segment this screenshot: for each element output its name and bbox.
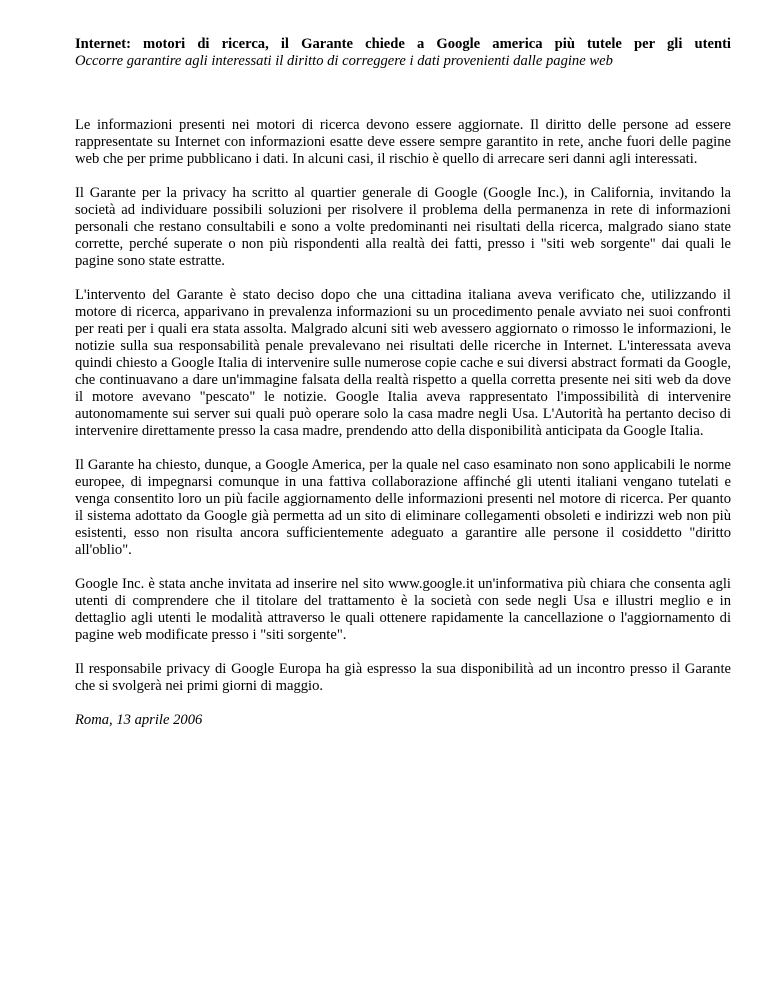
paragraph-6: Il responsabile privacy di Google Europa ha già espresso la sua disponibilità ad un incontro presso il Garante che si svolgerà nei primi giorni di maggio. (75, 661, 731, 694)
document-page (75, 36, 731, 729)
paragraph-4: Il Garante ha chiesto, dunque, a Google America, per la quale nel caso esaminato non sono applicabili le norme europee, di impegnarsi comunque in una fattiva collaborazione affinché gli utenti italiani vengano tutelati e venga consentito loro un più facile aggiornamento delle informazioni presenti nel motore di ricerca. Per quanto il sistema adottato da Google già permetta ad un sito di eliminare collegamenti obsoleti e indirizzi web non più esistenti, esso non risulta ancora sufficientemente adeguato a garantire alle persone il cosiddetto "diritto all'oblio". (75, 457, 731, 558)
document-body (75, 117, 731, 729)
place-date-signature: Roma, 13 aprile 2006 (75, 712, 203, 728)
paragraph-3: L'intervento del Garante è stato deciso dopo che una cittadina italiana aveva verificato che, utilizzando il motore di ricerca, apparivano in prevalenza informazioni su un procedimento penale avviato nei suoi confronti per reati per i quali era stata assolta. Malgrado alcuni siti web avessero aggiornato o rimosso le informazioni, le notizie sulla sua responsabilità penale prevalevano nei risultati delle ricerche in Internet. L'interessata aveva quindi chiesto a Google Italia di intervenire sulle numerose copie cache e sui diversi abstract formati da Google, che continuavano a dare un'immagine falsata della realtà rispetto a quella corretta presente nei siti web da dove il motore avevano "pescato" le notizie. Google Italia aveva rappresentato l'impossibilità di intervenire autonomamente sui server sui quali può operare solo la casa madre negli Usa. L'Autorità ha pertanto deciso di intervenire direttamente presso la casa madre, prendendo atto della disponibilità anticipata da Google Italia. (75, 287, 731, 439)
document-title: Internet: motori di ricerca, il Garante chiede a Google america più tutele per gli utenti (75, 36, 731, 52)
document-subtitle: Occorre garantire agli interessati il diritto di correggere i dati provenienti dalle pagine web (75, 53, 613, 69)
paragraph-5: Google Inc. è stata anche invitata ad inserire nel sito www.google.it un'informativa più chiara che consenta agli utenti di comprendere che il titolare del trattamento è la società con sede negli Usa e illustri meglio e in dettaglio agli utenti le modalità attraverso le quali ottenere rapidamente la cancellazione o l'aggiornamento di pagine web modificate presso i "siti sorgente". (75, 576, 731, 643)
paragraph-2: Il Garante per la privacy ha scritto al quartier generale di Google (Google Inc.), in California, invitando la società ad individuare possibili soluzioni per risolvere il problema della permanenza in rete di informazioni personali che restano consultabili e sono a volte predominanti nei risultati della ricerca, malgrado siano state corrette, perché superate o non più rispondenti alla realtà dei fatti, presso i "siti web sorgente" dai quali le pagine sono state estratte. (75, 185, 731, 269)
paragraph-1: Le informazioni presenti nei motori di ricerca devono essere aggiornate. Il diritto delle persone ad essere rappresentate su Internet con informazioni esatte deve essere sempre garantito in rete, anche fuori delle pagine web che per prime pubblicano i dati. In alcuni casi, il rischio è quello di arrecare seri danni agli interessati. (75, 117, 731, 167)
